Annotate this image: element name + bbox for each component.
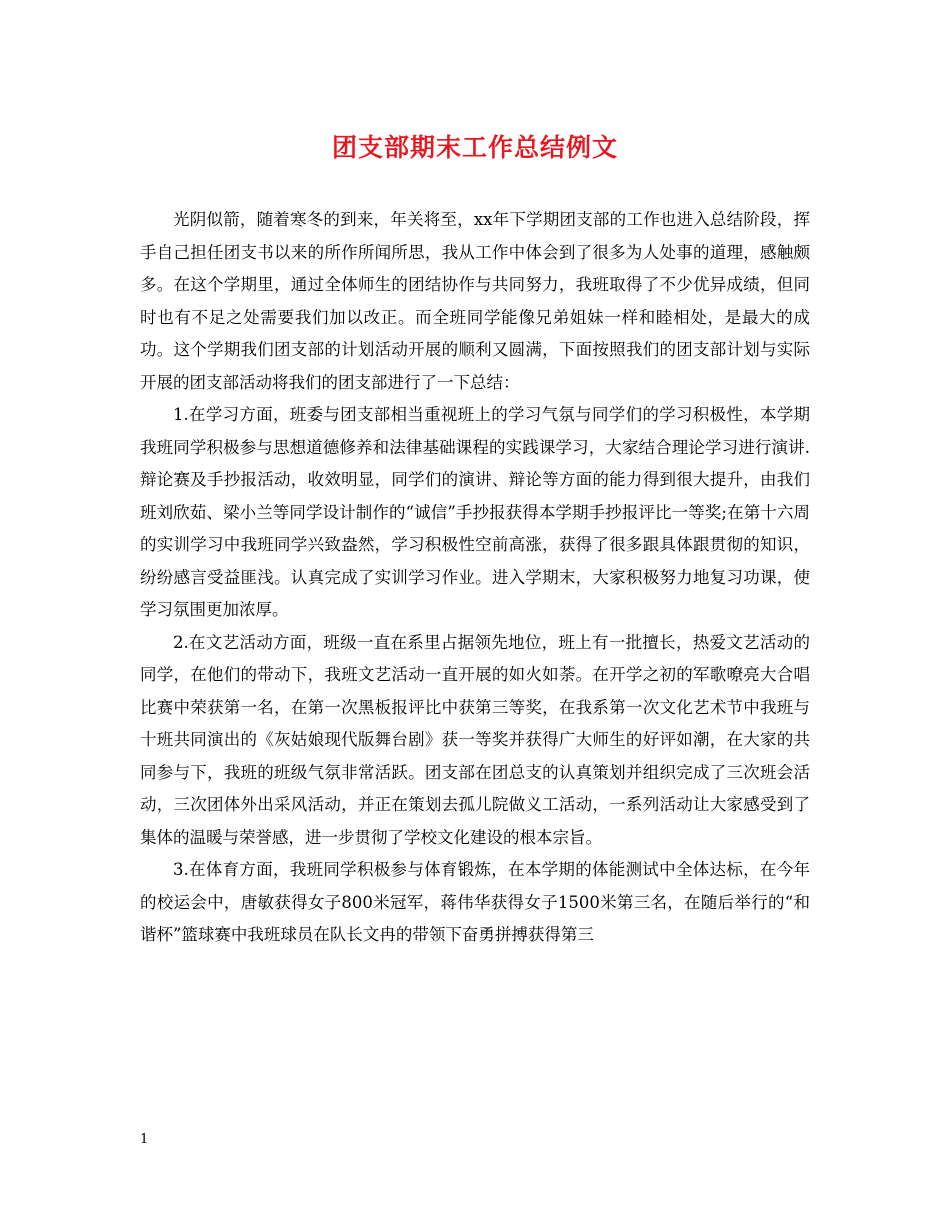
paragraph-intro: 光阴似箭，随着寒冬的到来，年关将至，xx年下学期团支部的工作也进入总结阶段，挥手自己担任团支书以来的所作所闻所思，我从工作中体会到了很多为人处事的道理，感触颇多。在这个学期里，通过全体师生的团结协作与共同努力，我班取得了不少优异成绩，但同时也有不足之处需要我们加以改正。而全班同学能像兄弟姐妹一样和睦相处，是最大的成功。这个学期我们团支部的计划活动开展的顺利又圆满，下面按照我们的团支部计划与实际开展的团支部活动将我们的团支部进行了一下总结： <box>140 210 810 392</box>
paragraph-arts: 2.在文艺活动方面，班级一直在系里占据领先地位，班上有一批擅长，热爱文艺活动的同学，在他们的带动下，我班文艺活动一直开展的如火如荼。在开学之初的军歌嘹亮大合唱比赛中荣获第一名，在第一次黑板报评比中获第三等奖，在我系第一次文化艺术节中我班与十班共同演出的《灰姑娘现代版舞台剧》获一等奖并获得广大师生的好评如潮，在大家的共同参与下，我班的班级气氛非常活跃。团支部在团总支的认真策划并组织完成了三次班会活动，三次团体外出采风活动，并正在策划去孤儿院做义工活动，一系列活动让大家感受到了集体的温暖与荣誉感，进一步贯彻了学校文化建设的根本宗旨。 <box>140 632 810 847</box>
paragraph-sports: 3.在体育方面，我班同学积极参与体育锻炼，在本学期的体能测试中全体达标，在今年的校运会中，唐敏获得女子800米冠军，蒋伟华获得女子1500米第三名，在随后举行的“和谐杯”篮球赛中我班球员在队长文冉的带领下奋勇拼搏获得第三 <box>140 860 810 944</box>
document-title: 团支部期末工作总结例文 <box>331 133 618 162</box>
page-number: 1 <box>140 1132 149 1147</box>
document-body <box>140 204 810 952</box>
paragraph-study: 1.在学习方面，班委与团支部相当重视班上的学习气氛与同学们的学习积极性，本学期我班同学积极参与思想道德修养和法律基础课程的实践课学习，大家结合理论学习进行演讲.辩论赛及手抄报活动，收效明显，同学们的演讲、辩论等方面的能力得到很大提升，由我们班刘欣茹、梁小兰等同学设计制作的“诚信”手抄报获得本学期手抄报评比一等奖;在第十六周的实训学习中我班同学兴致盎然，学习积极性空前高涨，获得了很多跟具体跟贯彻的知识，纷纷感言受益匪浅。认真完成了实训学习作业。进入学期末，大家积极努力地复习功课，使学习氛围更加浓厚。 <box>140 405 810 619</box>
